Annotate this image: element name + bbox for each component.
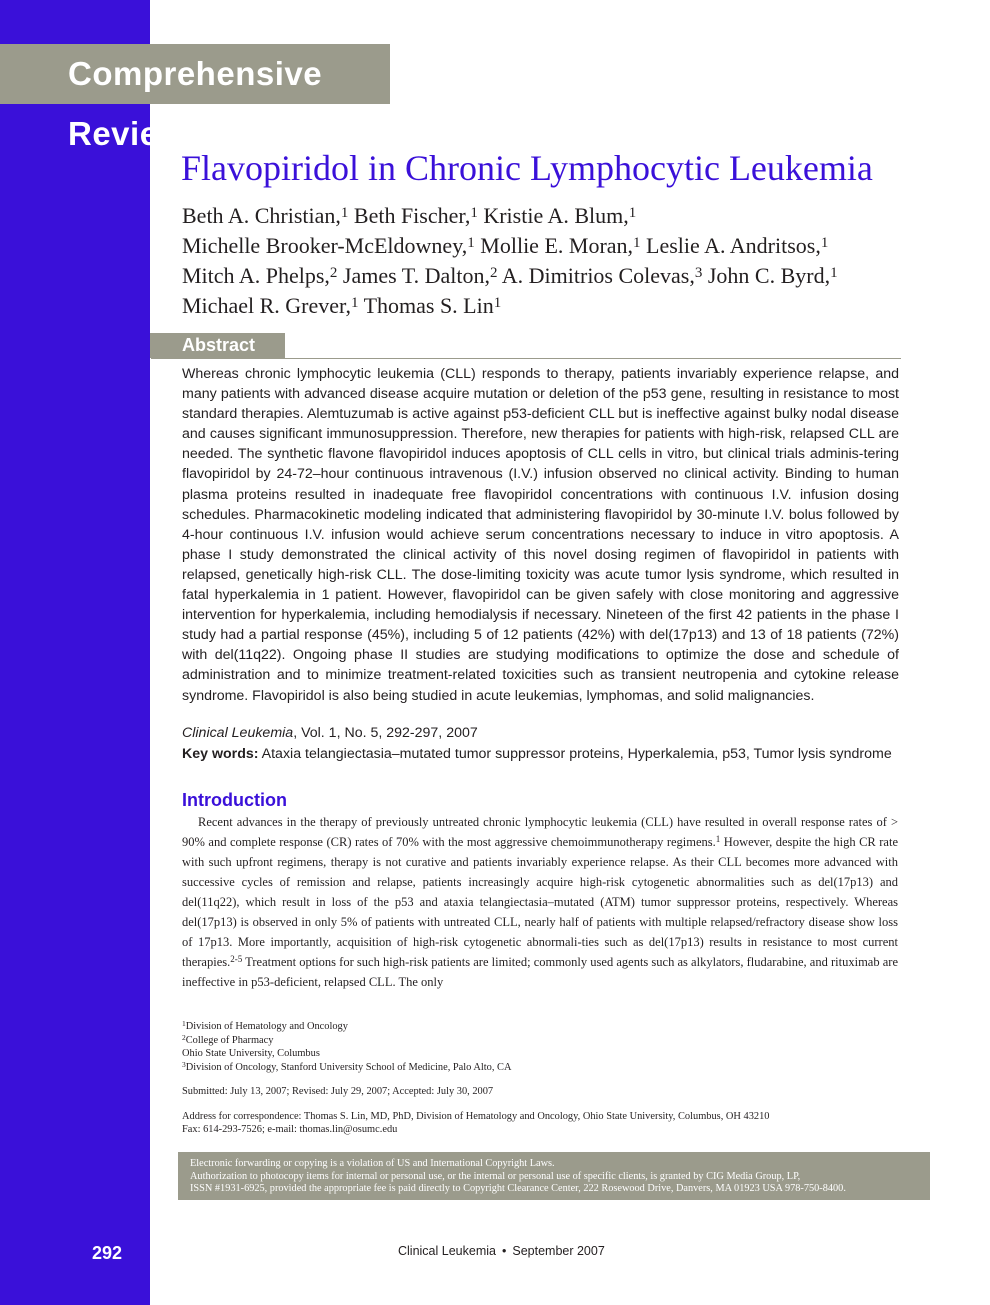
article-title: Flavopiridol in Chronic Lymphocytic Leukemia [181, 148, 873, 188]
affiliation [182, 1061, 902, 1075]
affiliation-text: College of Pharmacy [185, 1034, 274, 1046]
submission-dates: Submitted: July 13, 2007; Revised: July 29, 2007; Accepted: July 30, 2007 [182, 1086, 494, 1097]
copyright-notice [178, 1152, 930, 1200]
correspondence-address: Address for correspondence: Thomas S. Lin, MD, PhD, Division of Hematology and Oncology, Ohio State University, Columbus, OH 43210 [182, 1110, 770, 1122]
author-name: Mitch A. Phelps, [182, 263, 330, 288]
affiliation-mark: 3 [182, 1059, 186, 1069]
affiliation-text: Ohio State University, Columbus [182, 1048, 320, 1059]
abstract-text: Whereas chronic lymphocytic leukemia (CLL) responds to therapy, patients invariably experience relapse, and many patients with advanced disease acquire mutation or deletion of the p53 gene, resulting in resistance to most standard therapies. Alemtuzumab is active against p53-deficient CLL but is ineffective against bulky nodal disease and causes significant immunosuppression. Therefore, new therapies for patients with high-risk, relapsed CLL are needed. The synthetic flavone flavopiridol induces apoptosis of CLL cells in vitro, but clinical trials adminis-tering flavopiridol by 24-72–hour continuous intravenous (I.V.) infusion observed no clinical activity. Binding to human plasma proteins resulted in inadequate free flavopiridol concentrations with continuous I.V. infusion dosing schedules. Pharmacokinetic modeling indicated that administering flavopiridol by 30-minute I.V. bolus followed by 4-hour continuous I.V. infusion would achieve serum concentrations necessary to induce in vitro apoptosis. A phase I study demonstrated the clinical activity of this novel dosing regimen of flavopiridol in patients with relapsed, genetically high-risk CLL. The dose-limiting toxicity was acute tumor lysis syndrome, which resulted in fatal hyperkalemia in 1 patient. However, flavopiridol can be given safely with close monitoring and aggressive intervention for hyperkalemia, including hemodialysis if necessary. Nineteen of the first 42 patients in the phase I study had a partial response (45%), including 5 of 12 patients (42%) with del(17p13) and 13 of 18 patients (72%) with del(11q22). Ongoing phase II studies are studying modifications to optimize the dose and schedule of administration and to minimize treatment-related toxicities such as transient neutropenia and cytokine release syndrome. Flavopiridol is also being studied in acute leukemias, lymphomas, and solid malignancies. [182, 366, 899, 704]
author-name: Leslie A. Andritsos, [646, 233, 821, 258]
citation-block [182, 723, 922, 765]
affiliations-block [182, 1020, 902, 1137]
affiliation-mark: 1 [182, 1019, 186, 1028]
keywords-label: Key words: [182, 746, 259, 762]
author-name: John C. Byrd, [707, 263, 831, 288]
reference-mark: 1 [715, 834, 721, 844]
affiliation-mark: 1 [470, 205, 478, 221]
affiliation-text: Division of Hematology and Oncology [185, 1021, 348, 1032]
section-banner: Comprehensive Review [0, 44, 390, 104]
affiliation-mark: 1 [633, 235, 641, 251]
affiliation-mark: 2 [182, 1032, 186, 1042]
affiliation-mark: 3 [694, 265, 703, 281]
correspondence-contact: Fax: 614-293-7526; e-mail: thomas.lin@osumc.edu [182, 1124, 398, 1135]
introduction-text [182, 812, 898, 992]
abstract-rule [151, 358, 901, 359]
affiliation-mark: 1 [493, 295, 502, 311]
journal-name: Clinical Leukemia [182, 725, 294, 741]
author-name: Beth Fischer, [353, 203, 471, 228]
affiliation-mark: 1 [820, 235, 829, 251]
affiliation-mark: 1 [350, 295, 359, 311]
running-footer [398, 1244, 605, 1258]
author-list [182, 201, 942, 321]
author-line [182, 261, 942, 291]
affiliation-mark: 1 [830, 265, 838, 281]
intro-sentence: However, despite the high CR rate with such upfront regimens, therapy is not curative and patients invariably experience relapse. As their CLL becomes more advanced with successive cycles of remission and relapse, patients increasingly acquire high-risk cytogenetic abnormalities such as del(17p13) and del(11q22), which result in loss of the p53 and ataxia telangiectasia–mutated (ATM) tumor suppressor proteins, respectively. Whereas del(17p13) is observed in only 5% of patients with untreated CLL, nearly half of patients with multiple relapsed/refractory disease show loss of 17p13. More importantly, acquisition of high-risk cytogenetic abnormali-ties such as del(17p13) results in resistance to most current therapies. [182, 835, 898, 969]
author-line [182, 291, 942, 321]
keywords-line [182, 744, 922, 765]
author-name: Mollie E. Moran, [480, 233, 634, 258]
left-color-band [0, 0, 150, 1305]
abstract-heading: Abstract [150, 333, 285, 358]
footer-separator: • [501, 1244, 507, 1258]
author-line [182, 231, 942, 261]
author-line [182, 201, 942, 231]
author-name: Beth A. Christian, [182, 203, 341, 228]
reference-mark: 2-5 [230, 954, 243, 964]
author-name: Michelle Brooker-McEldowney, [182, 233, 468, 258]
affiliation-mark: 2 [329, 265, 338, 281]
copyright-line: ISSN #1931-6925, provided the appropriate fee is paid directly to Copyright Clearance Center, 222 Rosewood Drive, Danvers, MA 01923 USA 978-750-8400. [190, 1183, 846, 1194]
affiliation-mark: 1 [467, 235, 475, 251]
affiliation-mark: 1 [340, 205, 349, 221]
introduction-heading: Introduction [182, 790, 287, 810]
page-number: 292 [92, 1243, 123, 1263]
copyright-line: Authorization to photocopy items for internal or personal use, or the internal or personal use of specific clients, is granted by CIG Media Group, LP, [190, 1170, 801, 1182]
affiliation [182, 1047, 902, 1061]
citation-details: , Vol. 1, No. 5, 292-297, 2007 [293, 725, 478, 741]
affiliation [182, 1020, 902, 1034]
affiliation [182, 1034, 902, 1048]
copyright-line: Electronic forwarding or copying is a violation of US and International Copyright Laws. [190, 1158, 555, 1169]
author-name: Michael R. Grever, [182, 293, 351, 318]
affiliation-text: Division of Oncology, Stanford University School of Medicine, Palo Alto, CA [185, 1061, 512, 1073]
footer-journal: Clinical Leukemia [398, 1244, 496, 1258]
author-name: A. Dimitrios Colevas, [501, 263, 695, 288]
intro-sentence: Treatment options for such high-risk patients are limited; commonly used agents such as alkylators, fludarabine, and rituximab are ineffective in p53-deficient, relapsed CLL. The only [182, 955, 898, 989]
affiliation-mark: 2 [489, 265, 498, 281]
affiliation-mark: 1 [628, 205, 637, 221]
intro-sentence: Recent advances in the therapy of previously untreated chronic lymphocytic leukemia (CLL) have resulted in overall response rates of > 90% and complete response (CR) rates of 70% with the most aggressive chemoimmunotherapy regimens. [182, 815, 898, 849]
citation-line [182, 723, 922, 744]
author-name: James T. Dalton, [342, 263, 490, 288]
keywords-text: Ataxia telangiectasia–mutated tumor suppressor proteins, Hyperkalemia, p53, Tumor lysis syndrome [261, 746, 892, 762]
footer-date: September 2007 [512, 1244, 605, 1258]
author-name: Kristie A. Blum, [483, 203, 629, 228]
author-name: Thomas S. Lin [363, 293, 494, 318]
